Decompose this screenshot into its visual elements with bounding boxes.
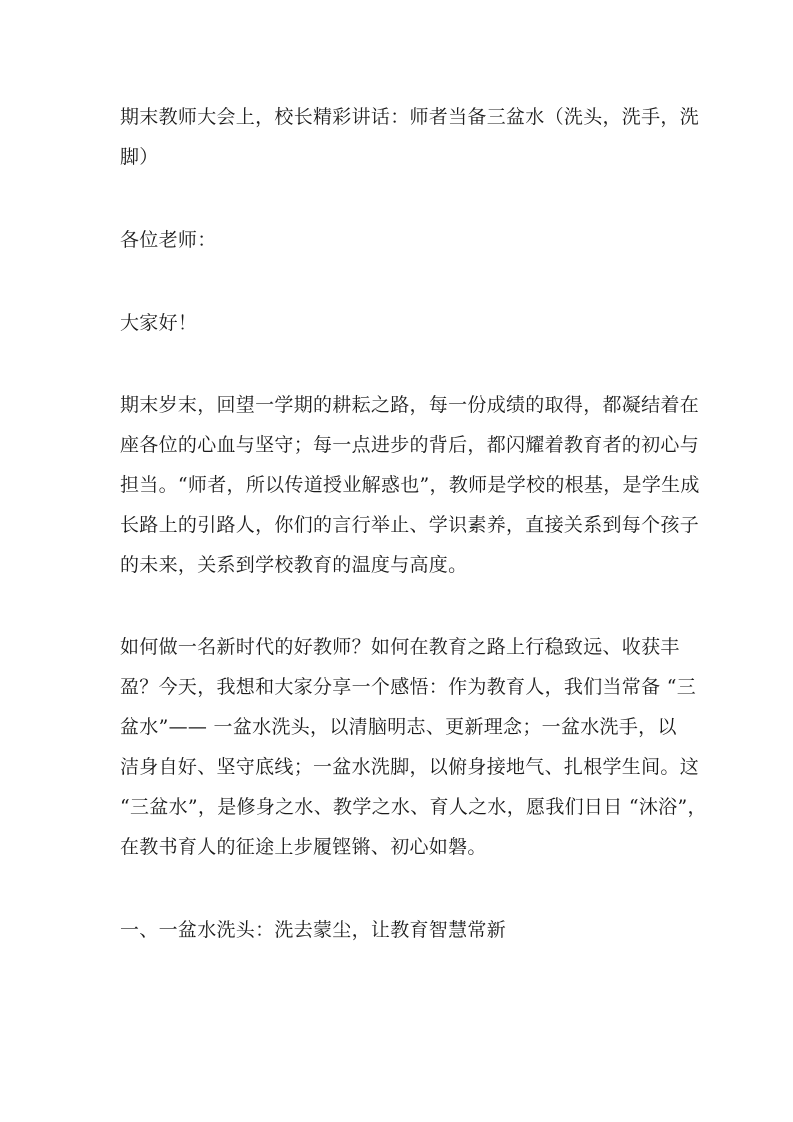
document-title	[120, 97, 700, 177]
greeting-text: 大家好！	[120, 312, 198, 334]
paragraph-1-line-1: 期末岁末，回望一学期的耕耘之路，每一份成绩的取得，都凝结着在	[120, 394, 700, 416]
paragraph-2-line-4: 洁身自好、坚守底线；一盆水洗脚，以俯身接地气、扎根学生间。这	[120, 756, 700, 778]
section-heading-text: 一、一盆水洗头：洗去蒙尘，让教育智慧常新	[120, 919, 507, 941]
greeting	[120, 303, 676, 343]
title-line-1: 期末教师大会上，校长精彩讲话：师者当备三盆水（洗头，洗手，洗	[120, 106, 700, 128]
paragraph-2-line-1: 如何做一名新时代的好教师？如何在教育之路上行稳致远、收获丰	[120, 636, 680, 658]
paragraph-2-line-2: 盈？今天，我想和大家分享一个感悟：作为教育人，我们当常备 “三	[120, 676, 697, 698]
paragraph-1-line-4: 长路上的引路人，你们的言行举止、学识素养，直接关系到每个孩子	[120, 514, 700, 536]
title-line-2: 脚）	[120, 146, 159, 168]
paragraph-1-line-3: 担当。“师者，所以传道授业解惑也”，教师是学校的根基，是学生成	[120, 474, 700, 496]
paragraph-2-line-6: 在教书育人的征途上步履铿锵、初心如磐。	[120, 836, 487, 858]
paragraph-2-line-5: “三盆水”，是修身之水、教学之水、育人之水，愿我们日日 “沐浴”，	[120, 796, 707, 818]
paragraph-1	[120, 385, 700, 585]
salutation-text: 各位老师：	[120, 229, 217, 251]
paragraph-1-line-2: 座各位的心血与坚守；每一点进步的背后，都闪耀着教育者的初心与	[120, 434, 700, 456]
salutation	[120, 220, 676, 260]
section-heading	[120, 910, 676, 950]
paragraph-2-line-3: 盆水”—— 一盆水洗头，以清脑明志、更新理念；一盆水洗手，以	[120, 716, 677, 738]
paragraph-1-line-5: 的未来，关系到学校教育的温度与高度。	[120, 554, 468, 576]
paragraph-2	[120, 627, 707, 867]
